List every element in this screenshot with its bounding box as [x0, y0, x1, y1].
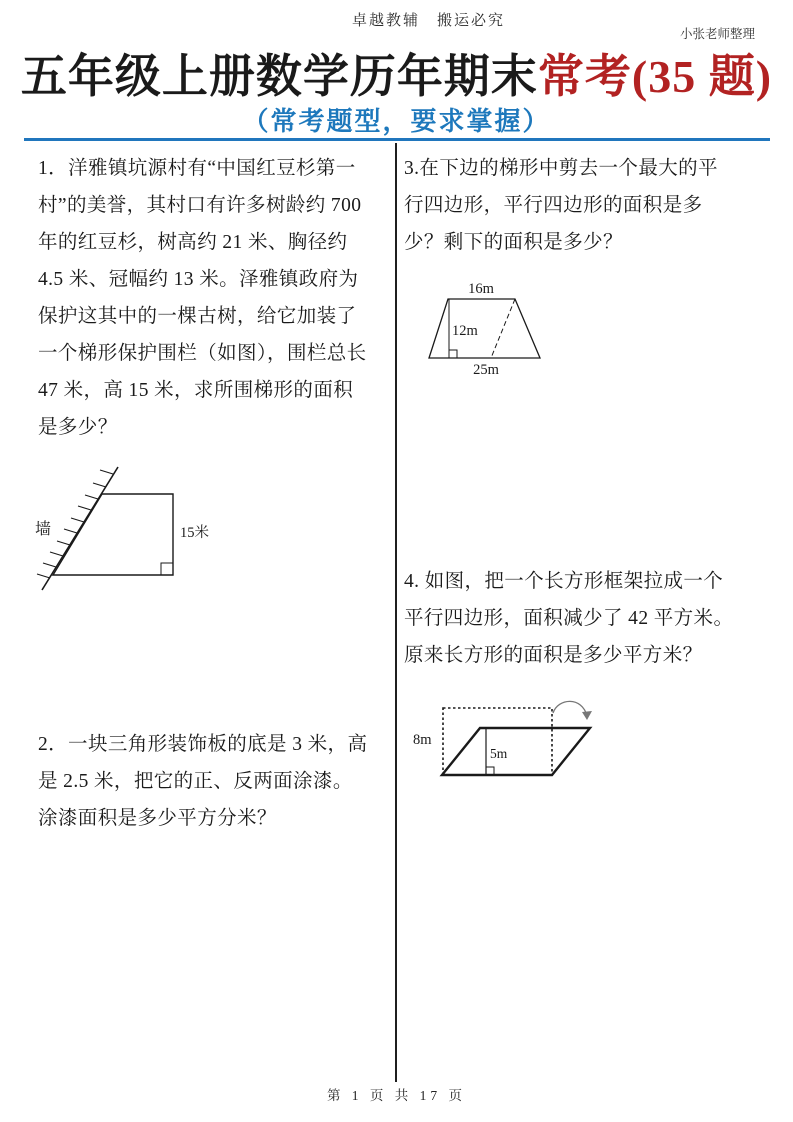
figure-3-canvas — [418, 276, 603, 381]
pull-arrow-head — [582, 711, 592, 720]
problem-4-line: 4. 如图，把一个长方形框架拉成一个 — [404, 571, 724, 592]
title-highlight-text: 常考(35 题) — [537, 51, 773, 102]
title-main-text: 五年级上册数学历年期末 — [20, 51, 538, 102]
pull-arrow — [553, 701, 587, 716]
page-subtitle: （常考题型，要求掌握） — [242, 107, 551, 136]
problem-3-line: 3.在下边的梯形中剪去一个最大的平 — [404, 158, 718, 179]
rect-height-label: 8m — [413, 732, 432, 748]
problem-4-line: 原来长方形的面积是多少平方米？ — [404, 645, 703, 666]
figure-3-trapezoid — [418, 276, 603, 386]
original-rectangle-dotted — [443, 708, 552, 775]
problem-2-line: 是 2.5 米，把它的正、反两面涂漆。 — [38, 771, 353, 792]
figure-4-rectangle-parallelogram — [406, 696, 611, 796]
height-label: 5m — [490, 746, 508, 761]
figure-4-canvas — [406, 696, 611, 791]
problem-2 — [38, 726, 390, 837]
problem-1-line: 村”的美誉，其村口有许多树龄约 700 — [38, 195, 362, 216]
wall-line — [42, 467, 118, 590]
problem-1-line: 是多少？ — [38, 417, 118, 438]
problem-1-line: 1．洋雅镇坑源村有“中国红豆杉第一 — [38, 158, 356, 179]
header-credit: 小张老师整理 — [679, 27, 755, 41]
problem-1-line: 4.5 米、冠幅约 13 米。泽雅镇政府为 — [38, 269, 359, 290]
trapezoid-outline — [429, 299, 540, 358]
height-label: 15米 — [180, 525, 209, 541]
problem-4-line: 平行四边形，面积减少了 42 平方米。 — [404, 608, 734, 629]
problem-2-line: 2．一块三角形装饰板的底是 3 米，高 — [38, 734, 368, 755]
parallelogram-outline — [442, 728, 590, 775]
problem-4 — [404, 563, 766, 674]
column-divider — [395, 143, 397, 1082]
height-label: 12m — [452, 323, 478, 339]
problem-2-line: 涂漆面积是多少平方分米？ — [38, 808, 277, 829]
problem-1-line: 年的红豆杉，树高约 21 米、胸径约 — [38, 232, 348, 253]
problem-3-line: 行四边形，平行四边形的面积是多 — [404, 195, 703, 216]
figure-1-canvas — [28, 463, 238, 601]
problem-1-line: 47 米，高 15 米，求所围梯形的面积 — [38, 380, 354, 401]
bottom-side-label: 25m — [473, 362, 499, 378]
wall-label: 墙 — [35, 521, 52, 538]
top-side-label: 16m — [468, 281, 494, 297]
figure-1-trapezoid-wall — [28, 463, 238, 606]
page-footer: 第 1 页 共 17 页 — [326, 1088, 467, 1103]
page-title — [0, 40, 793, 106]
right-angle-mark — [486, 767, 494, 775]
header-rule — [24, 138, 770, 141]
problem-1-line: 保护这其中的一棵古树，给它加装了 — [38, 306, 357, 327]
problem-1-line: 一个梯形保护围栏（如图），围栏总长 — [38, 343, 367, 364]
header-watermark: 卓越教辅 搬运必究 — [352, 13, 506, 29]
right-angle-mark — [161, 563, 173, 575]
problem-3 — [404, 150, 766, 261]
parallelogram-cut-line — [491, 299, 515, 358]
problem-1 — [38, 150, 390, 446]
trapezoid-outline — [53, 494, 173, 575]
problem-3-line: 少？剩下的面积是多少？ — [404, 232, 623, 253]
right-angle-mark — [449, 350, 457, 358]
